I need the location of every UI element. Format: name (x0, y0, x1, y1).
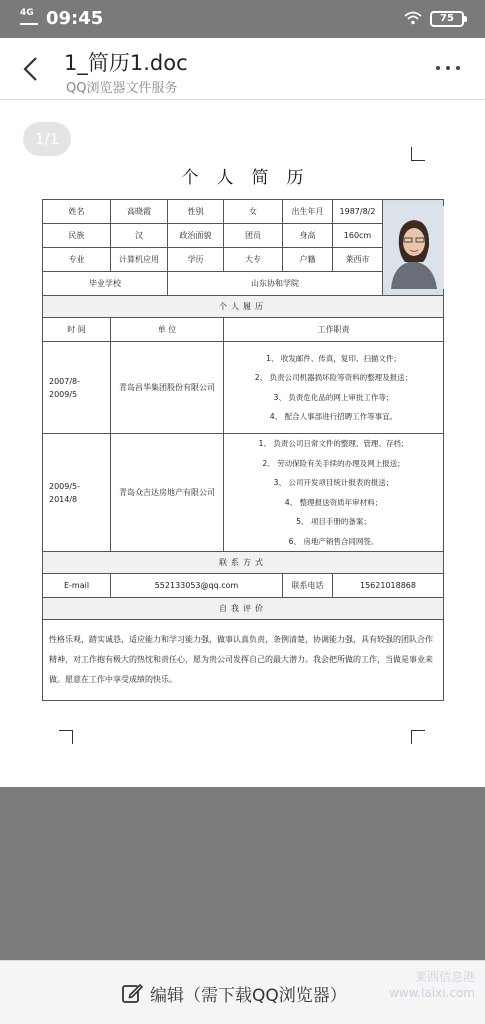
value-hukou: 莱西市 (333, 248, 383, 272)
label-name: 姓名 (43, 200, 111, 224)
viewer-background (0, 787, 485, 960)
network-indicator (20, 9, 38, 25)
value-height: 160cm (333, 224, 383, 248)
value-gender: 女 (224, 200, 283, 224)
page-indicator: 1/1 (23, 122, 71, 156)
profile-photo (383, 200, 444, 296)
crop-mark (411, 147, 425, 161)
battery-icon (430, 11, 464, 27)
wifi-icon (404, 11, 422, 25)
more-options-icon[interactable] (436, 66, 466, 74)
exp-time: 2007/8-2009/5 (43, 342, 111, 434)
title-bar (0, 38, 485, 100)
self-evaluation: 性格乐观，踏实诚恳，适应能力和学习能力强，做事认真负责，条例清楚，协调能力强，具有较强的团队合作精神，对工作抱有极大的热忱和责任心，愿为贵公司发挥自己的最大潜力。我会把所做的工作，当做是事业来做。愿意在工作中享受成绩的快乐。 (43, 620, 444, 701)
crop-mark (59, 730, 73, 744)
value-major: 计算机应用 (111, 248, 168, 272)
back-arrow-icon[interactable] (18, 54, 46, 84)
resume-table (42, 199, 444, 701)
header-duty: 工作职责 (224, 318, 444, 342)
file-service-subtitle: QQ浏览器文件服务 (66, 81, 178, 96)
duty-item: 4、 整理报送资质年审材料； (284, 497, 383, 507)
label-hukou: 户籍 (283, 248, 333, 272)
label-ethnicity: 民族 (43, 224, 111, 248)
exp-time: 2009/5-2014/8 (43, 434, 111, 552)
exp-unit: 青岛昌华集团股份有限公司 (111, 342, 224, 434)
value-politics: 团员 (224, 224, 283, 248)
site-watermark (389, 969, 475, 1001)
label-politics: 政治面貌 (168, 224, 224, 248)
battery-level: 75 (440, 13, 454, 24)
experience-row (43, 434, 444, 552)
document-page[interactable] (0, 101, 485, 787)
value-birth: 1987/8/2 (333, 200, 383, 224)
section-experience: 个人履历 (43, 296, 444, 318)
exp-duties (224, 342, 444, 434)
edit-icon (120, 981, 144, 1005)
duty-item: 5、 项目手册的备案； (296, 517, 371, 526)
clock: 09:45 (46, 8, 104, 29)
exp-unit: 青岛众吉达房地产有限公司 (111, 434, 224, 552)
duty-item: 4、 配合人事部进行招聘工作等事宜。 (269, 412, 398, 421)
value-school: 山东协和学院 (168, 272, 383, 296)
duty-item: 1、 负责公司日常文件的整理、管理、存档； (258, 439, 409, 448)
file-name: 1_简历1.doc (64, 51, 188, 75)
section-contact: 联系方式 (43, 552, 444, 574)
duty-item: 3、 负责危化品的网上审批工作等； (273, 392, 394, 402)
label-email: E-mail (43, 574, 111, 598)
label-phone: 联系电话 (283, 574, 333, 598)
duty-item: 1、 收发邮件、传真，复印、扫描文件； (266, 353, 401, 363)
label-height: 身高 (283, 224, 333, 248)
duty-item: 3、 公司开发项目统计报表的报送； (273, 478, 394, 487)
duty-item: 6、 房地产销售合同网签。 (288, 536, 379, 546)
edit-label: 编辑（需下载QQ浏览器） (150, 985, 347, 1006)
signal-icon (20, 21, 38, 25)
network-type: 4G (20, 8, 34, 18)
value-ethnicity: 汉 (111, 224, 168, 248)
watermark-title: 莱西信息港 (414, 970, 475, 984)
label-school: 毕业学校 (43, 272, 168, 296)
header-time: 时 间 (43, 318, 111, 342)
value-phone: 15621018868 (333, 574, 444, 598)
resume-title: 个人简历 (181, 168, 322, 188)
value-education: 大专 (224, 248, 283, 272)
status-bar (0, 0, 485, 38)
duty-item: 2、 负责公司机器损坏险等资料的整理及报送； (254, 373, 413, 382)
edit-button[interactable] (120, 979, 347, 1007)
watermark-url: www.laixi.com (388, 986, 475, 1000)
header-unit: 单 位 (111, 318, 224, 342)
experience-row (43, 342, 444, 434)
bottom-bar (0, 960, 485, 1024)
crop-mark (411, 730, 425, 744)
duty-item: 2、 劳动保险有关手续的办理及网上报送； (262, 458, 405, 468)
value-name: 高晓霞 (111, 200, 168, 224)
label-gender: 性别 (168, 200, 224, 224)
label-birth: 出生年月 (283, 200, 333, 224)
value-email: 552133053@qq.com (111, 574, 283, 598)
section-evaluation: 自我评价 (43, 598, 444, 620)
person-photo-icon (383, 206, 444, 289)
label-major: 专业 (43, 248, 111, 272)
exp-duties (224, 434, 444, 552)
label-education: 学历 (168, 248, 224, 272)
